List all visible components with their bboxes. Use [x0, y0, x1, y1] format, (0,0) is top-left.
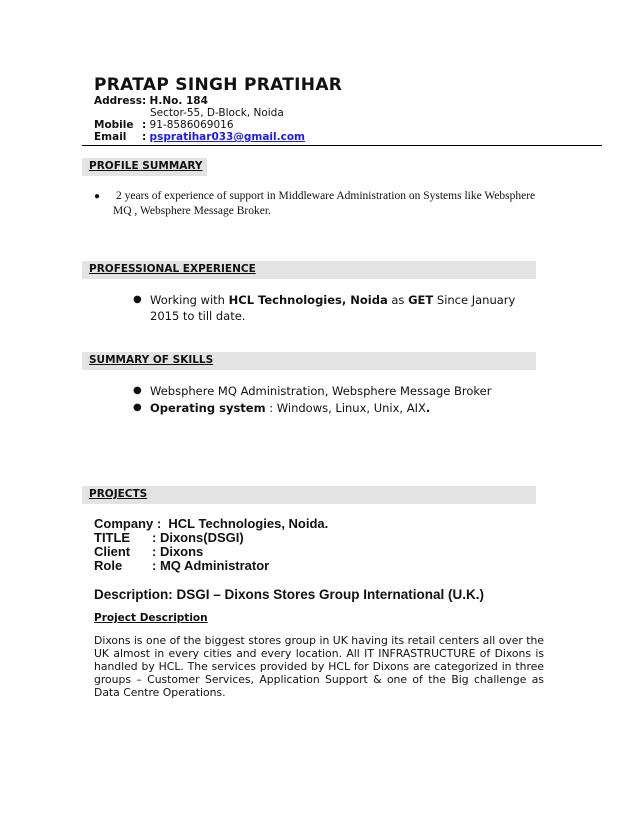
bullet-icon: ●: [133, 385, 142, 396]
mobile-number: 91-8586069016: [149, 119, 234, 131]
project-role-label: Role: [94, 558, 123, 573]
project-description-title: Project Description: [94, 612, 208, 624]
header-divider: [82, 145, 602, 146]
address-line1: H.No. 184: [149, 95, 208, 107]
skills-title: SUMMARY OF SKILLS: [89, 354, 214, 366]
skill-item-1: [133, 383, 550, 399]
project-role-value: : MQ Administrator: [152, 558, 270, 573]
email-link[interactable]: pspratihar033@gmail.com: [149, 131, 305, 143]
project-company-value: HCL Technologies, Noida.: [168, 516, 329, 531]
experience-mid: as: [387, 293, 409, 307]
experience-company: HCL Technologies, Noida: [228, 293, 388, 307]
skill-os-end: .: [425, 401, 431, 415]
project-company-row: [94, 517, 328, 531]
professional-experience-title: PROFESSIONAL EXPERIENCE: [89, 263, 256, 275]
bullet-icon: ●: [133, 402, 142, 413]
mobile-label: Mobile: [94, 119, 134, 131]
address-line: [94, 95, 208, 107]
skill-text-1: Websphere MQ Administration, Websphere Message Broker: [150, 384, 492, 398]
email-label: Email: [94, 131, 127, 143]
project-title-value: : Dixons(DSGI): [152, 530, 244, 545]
profile-summary-item: [94, 189, 553, 219]
colon: :: [142, 95, 147, 107]
skill-os-value: : Windows, Linux, Unix, AIX: [265, 401, 426, 415]
project-title-row: [94, 531, 244, 545]
experience-item: [133, 292, 540, 324]
address-line2: Sector-55, D-Block, Noida: [150, 107, 284, 119]
projects-title: PROJECTS: [89, 488, 148, 500]
professional-experience-bar: [82, 261, 536, 279]
mobile-line: [94, 119, 234, 131]
colon: :: [142, 131, 147, 143]
project-title-label: TITLE: [94, 530, 131, 545]
experience-role: GET: [408, 293, 434, 307]
skills-bar: [82, 352, 536, 370]
profile-summary-bar: [82, 158, 207, 176]
projects-bar: [82, 486, 536, 504]
experience-pre: Working with: [150, 293, 229, 307]
experience-post: Since January 2015 to till date.: [150, 293, 516, 323]
project-client-row: [94, 545, 203, 559]
project-description-heading: Description: DSGI – Dixons Stores Group International (U.K.): [94, 587, 485, 602]
colon: :: [142, 119, 147, 131]
project-company-label: Company :: [94, 516, 162, 531]
address-label: Address: [94, 95, 142, 107]
project-role-row: [94, 559, 269, 573]
project-description-body: Dixons is one of the biggest stores group in UK having its retail centers all over the UK almost in every cities and every location. All IT INFRASTRUCTURE of Dixons is handled by HCL. The services provided by HCL for Dixons are categorized in three groups – Customer Services, Application Support & one of the Big challenge as Data Centre Operations.: [94, 634, 544, 699]
project-client-value: : Dixons: [152, 544, 204, 559]
bullet-icon: ●: [133, 294, 142, 305]
profile-summary-text: 2 years of experience of support in Middleware Administration on Systems like Websphere MQ , Websphere Message Broker.: [113, 190, 536, 217]
profile-summary-title: PROFILE SUMMARY: [89, 160, 203, 172]
skill-item-2: [133, 400, 550, 416]
project-client-label: Client: [94, 544, 131, 559]
skill-os-label: Operating system: [150, 401, 266, 415]
bullet-icon: ●: [94, 191, 101, 202]
email-line: [94, 131, 305, 143]
candidate-name: PRATAP SINGH PRATIHAR: [94, 75, 343, 95]
